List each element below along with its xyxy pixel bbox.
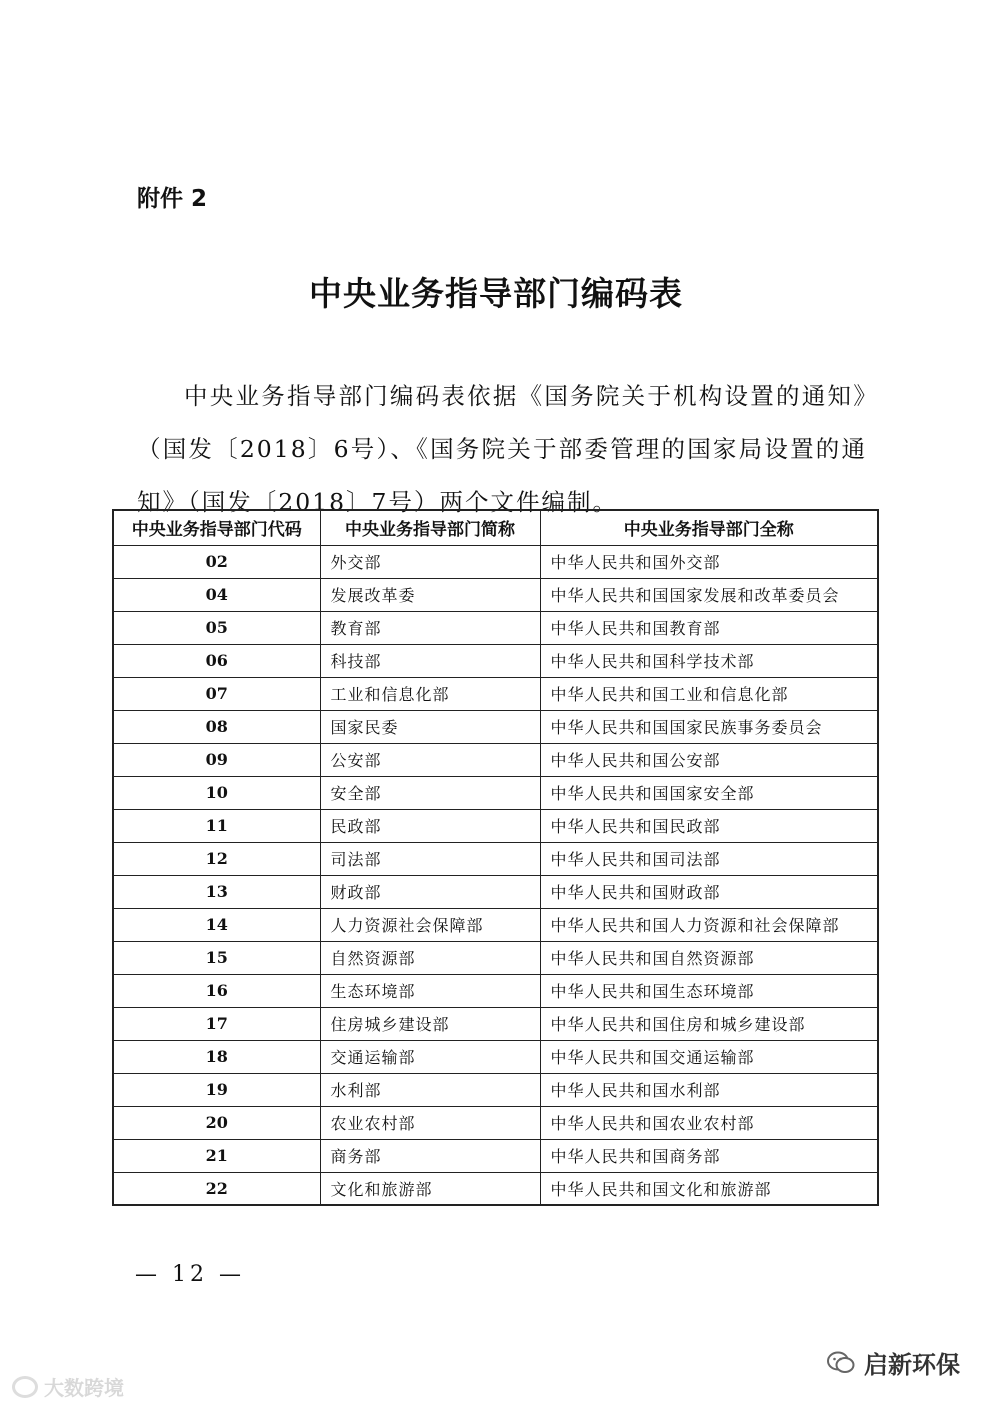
table-row <box>113 578 878 611</box>
code-cell: 18 <box>113 1040 320 1073</box>
page-title: 中央业务指导部门编码表 <box>309 274 683 313</box>
full-name-cell: 中华人民共和国教育部 <box>540 611 878 644</box>
code-cell: 10 <box>113 776 320 809</box>
short-name-cell: 发展改革委 <box>320 578 540 611</box>
table-row <box>113 743 878 776</box>
code-cell: 04 <box>113 578 320 611</box>
code-cell: 16 <box>113 974 320 1007</box>
wechat-icon <box>826 1350 856 1376</box>
table-row <box>113 644 878 677</box>
full-name-cell: 中华人民共和国自然资源部 <box>540 941 878 974</box>
short-name-cell: 安全部 <box>320 776 540 809</box>
table-row <box>113 974 878 1007</box>
watermark-left-text: 大数跨境 <box>44 1376 124 1400</box>
watermark-right-text: 启新环保 <box>864 1351 960 1379</box>
short-name-cell: 水利部 <box>320 1073 540 1106</box>
table-row <box>113 1172 878 1205</box>
full-name-cell: 中华人民共和国国家民族事务委员会 <box>540 710 878 743</box>
table-header-row <box>113 510 878 545</box>
short-name-cell: 生态环境部 <box>320 974 540 1007</box>
table-row <box>113 1073 878 1106</box>
short-name-cell: 农业农村部 <box>320 1106 540 1139</box>
table-row <box>113 1040 878 1073</box>
full-name-cell: 中华人民共和国住房和城乡建设部 <box>540 1007 878 1040</box>
table-row <box>113 611 878 644</box>
short-name-cell: 文化和旅游部 <box>320 1172 540 1205</box>
code-cell: 07 <box>113 677 320 710</box>
short-name-cell: 国家民委 <box>320 710 540 743</box>
header-full-name: 中央业务指导部门全称 <box>540 510 878 545</box>
code-cell: 08 <box>113 710 320 743</box>
full-name-cell: 中华人民共和国文化和旅游部 <box>540 1172 878 1205</box>
short-name-cell: 人力资源社会保障部 <box>320 908 540 941</box>
short-name-cell: 财政部 <box>320 875 540 908</box>
table-row <box>113 1139 878 1172</box>
table-row <box>113 908 878 941</box>
short-name-cell: 民政部 <box>320 809 540 842</box>
code-cell: 09 <box>113 743 320 776</box>
intro-paragraph: 中央业务指导部门编码表依据《国务院关于机构设置的通知》（国发〔2018〕6号）、《国务院关于部委管理的国家局设置的通知》（国发〔2018〕7号）两个文件编制。 <box>137 382 867 516</box>
code-cell: 14 <box>113 908 320 941</box>
full-name-cell: 中华人民共和国民政部 <box>540 809 878 842</box>
attachment-label: 附件 2 <box>137 186 208 212</box>
table-body <box>113 545 878 1205</box>
table-row <box>113 1106 878 1139</box>
short-name-cell: 科技部 <box>320 644 540 677</box>
table-row <box>113 710 878 743</box>
code-cell: 12 <box>113 842 320 875</box>
short-name-cell: 交通运输部 <box>320 1040 540 1073</box>
header-short-name: 中央业务指导部门简称 <box>320 510 540 545</box>
table-row <box>113 842 878 875</box>
department-code-table <box>112 509 879 1206</box>
short-name-cell: 外交部 <box>320 545 540 578</box>
code-cell: 19 <box>113 1073 320 1106</box>
code-cell: 17 <box>113 1007 320 1040</box>
full-name-cell: 中华人民共和国外交部 <box>540 545 878 578</box>
full-name-cell: 中华人民共和国国家发展和改革委员会 <box>540 578 878 611</box>
table-row <box>113 875 878 908</box>
full-name-cell: 中华人民共和国水利部 <box>540 1073 878 1106</box>
header-code: 中央业务指导部门代码 <box>113 510 320 545</box>
full-name-cell: 中华人民共和国司法部 <box>540 842 878 875</box>
table-row <box>113 941 878 974</box>
table-row <box>113 809 878 842</box>
short-name-cell: 公安部 <box>320 743 540 776</box>
short-name-cell: 自然资源部 <box>320 941 540 974</box>
code-cell: 22 <box>113 1172 320 1205</box>
code-cell: 05 <box>113 611 320 644</box>
full-name-cell: 中华人民共和国生态环境部 <box>540 974 878 1007</box>
full-name-cell: 中华人民共和国交通运输部 <box>540 1040 878 1073</box>
page-number: — 12 — <box>135 1262 245 1287</box>
bubble-logo-icon <box>12 1376 38 1398</box>
full-name-cell: 中华人民共和国财政部 <box>540 875 878 908</box>
table-row <box>113 677 878 710</box>
code-cell: 06 <box>113 644 320 677</box>
full-name-cell: 中华人民共和国农业农村部 <box>540 1106 878 1139</box>
table-row <box>113 1007 878 1040</box>
code-cell: 15 <box>113 941 320 974</box>
short-name-cell: 住房城乡建设部 <box>320 1007 540 1040</box>
watermark-right <box>826 1345 960 1380</box>
watermark-left <box>12 1372 124 1401</box>
full-name-cell: 中华人民共和国科学技术部 <box>540 644 878 677</box>
code-cell: 13 <box>113 875 320 908</box>
short-name-cell: 商务部 <box>320 1139 540 1172</box>
table-row <box>113 776 878 809</box>
short-name-cell: 工业和信息化部 <box>320 677 540 710</box>
code-cell: 11 <box>113 809 320 842</box>
short-name-cell: 教育部 <box>320 611 540 644</box>
table-row <box>113 545 878 578</box>
full-name-cell: 中华人民共和国国家安全部 <box>540 776 878 809</box>
full-name-cell: 中华人民共和国公安部 <box>540 743 878 776</box>
code-cell: 20 <box>113 1106 320 1139</box>
full-name-cell: 中华人民共和国商务部 <box>540 1139 878 1172</box>
code-cell: 21 <box>113 1139 320 1172</box>
full-name-cell: 中华人民共和国工业和信息化部 <box>540 677 878 710</box>
short-name-cell: 司法部 <box>320 842 540 875</box>
full-name-cell: 中华人民共和国人力资源和社会保障部 <box>540 908 878 941</box>
code-cell: 02 <box>113 545 320 578</box>
